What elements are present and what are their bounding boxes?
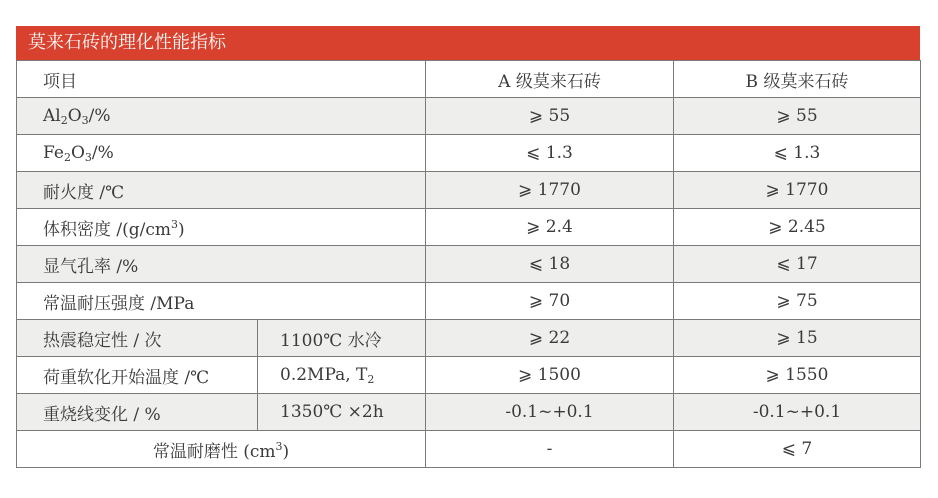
table-row bbox=[17, 431, 921, 468]
table-row bbox=[17, 209, 921, 246]
grade-a-value: ⩾ 22 bbox=[426, 320, 674, 357]
table-row bbox=[17, 98, 921, 135]
grade-b-value: ⩾ 1770 bbox=[674, 172, 921, 209]
table-row bbox=[17, 172, 921, 209]
row-condition: 1350℃ ×2h bbox=[258, 394, 426, 431]
row-label: $Al_2O_3/\%$ bbox=[17, 98, 426, 135]
grade-b-value: ⩾ 1550 bbox=[674, 357, 921, 394]
table-row bbox=[17, 246, 921, 283]
row-label: 体积密度 $/(g/cm^3)$ bbox=[17, 209, 426, 246]
row-label: 常温耐磨性 $(cm^3)$ bbox=[17, 431, 426, 468]
header-grade-b: B 级莫来石砖 bbox=[674, 61, 921, 98]
header-item: 项目 bbox=[17, 61, 426, 98]
properties-table-card bbox=[16, 26, 920, 468]
table-title: 莫来石砖的理化性能指标 bbox=[16, 26, 920, 60]
grade-a-value: ⩾ 1500 bbox=[426, 357, 674, 394]
row-label: 显气孔率 /% bbox=[17, 246, 426, 283]
grade-b-value: ⩾ 55 bbox=[674, 98, 921, 135]
grade-b-value: -0.1~+0.1 bbox=[674, 394, 921, 431]
row-label: 荷重软化开始温度 /℃ bbox=[17, 357, 258, 394]
row-condition: 0.2MPa, $T_2$ bbox=[258, 357, 426, 394]
row-label: 重烧线变化 / % bbox=[17, 394, 258, 431]
grade-a-value: ⩽ 18 bbox=[426, 246, 674, 283]
grade-a-value: ⩾ 70 bbox=[426, 283, 674, 320]
grade-a-value: ⩽ 1.3 bbox=[426, 135, 674, 172]
table-row bbox=[17, 135, 921, 172]
grade-a-value: -0.1~+0.1 bbox=[426, 394, 674, 431]
header-grade-a: A 级莫来石砖 bbox=[426, 61, 674, 98]
grade-b-value: ⩾ 75 bbox=[674, 283, 921, 320]
properties-table bbox=[16, 60, 921, 468]
row-label: 热震稳定性 / 次 bbox=[17, 320, 258, 357]
row-condition: 1100℃ 水冷 bbox=[258, 320, 426, 357]
row-label: $Fe_2O_3/\%$ bbox=[17, 135, 426, 172]
grade-b-value: ⩽ 17 bbox=[674, 246, 921, 283]
row-label: 耐火度 /℃ bbox=[17, 172, 426, 209]
table-row bbox=[17, 283, 921, 320]
grade-b-value: ⩾ 2.45 bbox=[674, 209, 921, 246]
table-row bbox=[17, 394, 921, 431]
header-row bbox=[17, 61, 921, 98]
grade-a-value: ⩾ 55 bbox=[426, 98, 674, 135]
row-label: 常温耐压强度 /MPa bbox=[17, 283, 426, 320]
grade-b-value: ⩽ 1.3 bbox=[674, 135, 921, 172]
grade-a-value: - bbox=[426, 431, 674, 468]
table-row bbox=[17, 320, 921, 357]
grade-a-value: ⩾ 2.4 bbox=[426, 209, 674, 246]
table-row bbox=[17, 357, 921, 394]
grade-b-value: ⩾ 15 bbox=[674, 320, 921, 357]
grade-b-value: ⩽ 7 bbox=[674, 431, 921, 468]
grade-a-value: ⩾ 1770 bbox=[426, 172, 674, 209]
